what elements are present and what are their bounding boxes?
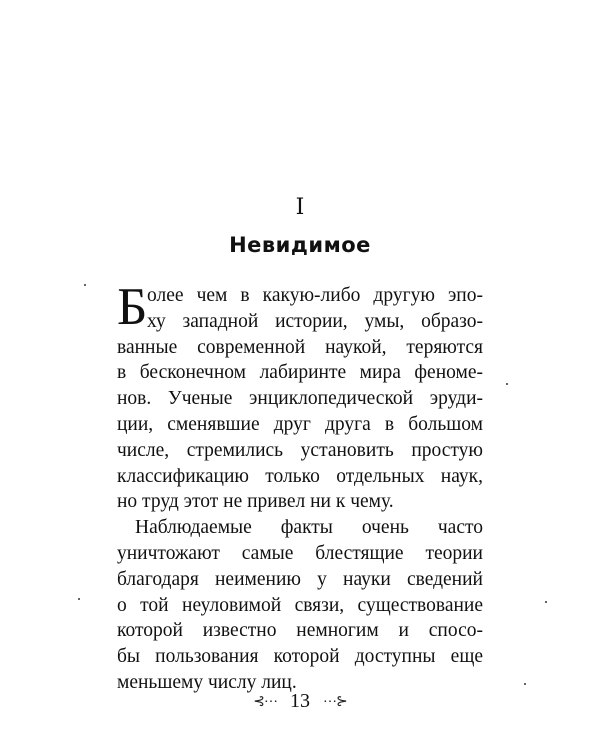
- scan-speck: [84, 284, 86, 286]
- text-line: ху западной истории, умы, образо-: [147, 310, 483, 332]
- text-line: которой известно немногим и спосо-: [117, 620, 483, 642]
- text-line: благодаря неимению у науки сведений: [117, 568, 483, 590]
- ornament-left-icon: ⊰⋯: [253, 694, 277, 710]
- text-line: о той неуловимой связи, существование: [117, 594, 483, 616]
- scan-speck: [545, 601, 547, 603]
- text-line: бы пользования которой доступны еще: [117, 646, 483, 668]
- text-line: числе, стремились установить простую: [117, 439, 483, 461]
- text-line: но труд этот не привел ни к чему.: [117, 491, 394, 513]
- body-text: [117, 278, 483, 696]
- text-line: в бесконечном лабиринте мира феноме-: [117, 362, 483, 384]
- text-line: олее чем в какую-либо другую эпо-: [147, 285, 483, 306]
- scan-speck: [524, 683, 526, 685]
- text-line: ции, сменявшие друг друга в большом: [117, 413, 483, 435]
- page-footer: [0, 689, 600, 714]
- chapter-title: Невидимое: [229, 233, 371, 257]
- scan-speck: [78, 598, 80, 600]
- chapter-number: I: [295, 195, 305, 220]
- drop-cap: Б: [117, 278, 148, 336]
- ornament-right-icon: ⋯⊱: [323, 694, 347, 710]
- text-line: ванные современной наукой, теряются: [117, 336, 483, 358]
- text-line: Наблюдаемые факты очень часто: [135, 517, 483, 539]
- text-line: классификацию только отдельных наук,: [117, 465, 483, 487]
- text-line: уничтожают самые блестящие теории: [117, 542, 483, 564]
- text-line: нов. Ученые энциклопедической эруди-: [117, 388, 483, 410]
- page-number: 13: [290, 690, 310, 712]
- text-line: меньшему числу лиц.: [117, 671, 297, 693]
- scan-speck: [506, 383, 508, 385]
